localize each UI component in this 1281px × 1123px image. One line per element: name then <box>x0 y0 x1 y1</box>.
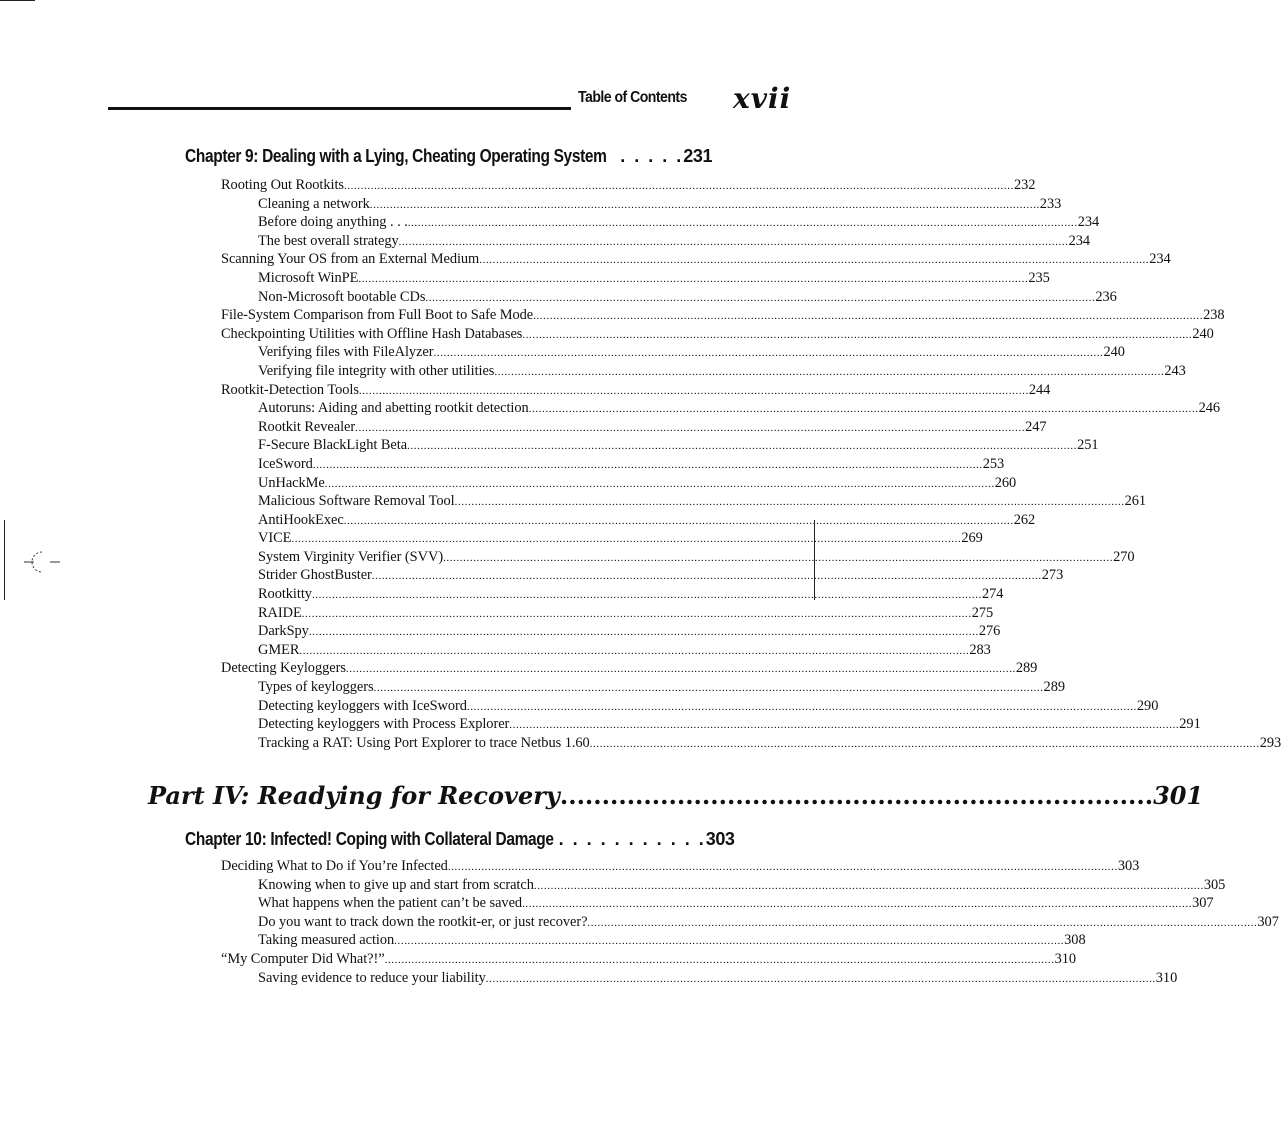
crop-mark-left <box>4 520 5 600</box>
toc-entry <box>221 530 983 549</box>
toc-entry-page: 269 <box>961 530 983 547</box>
toc-entry-page: 232 <box>1013 177 1036 193</box>
toc-entry-title: Taking measured action <box>258 932 395 949</box>
leader-dots: ........................................................................................................................................................................................................ <box>533 310 1204 323</box>
toc-entry-page: 234 <box>1149 251 1171 268</box>
part-4-heading <box>148 781 1204 810</box>
leader-dots: . . . . . . . . . . . <box>558 829 706 849</box>
toc-entry <box>221 623 1001 642</box>
toc-entry-title: Verifying files with FileAlyzer <box>258 344 434 361</box>
chapter-page: 303 <box>705 829 735 849</box>
leader-dots: ........................................................................................................................................................................................................ <box>355 421 1026 434</box>
toc-entry-title: VICE <box>258 530 292 547</box>
toc-entry-title: Detecting keyloggers with Process Explorer <box>258 716 510 733</box>
toc-entry <box>221 381 1051 401</box>
toc-entry-title: System Virginity Verifier (SVV) <box>258 548 444 565</box>
toc-entry <box>221 876 1226 896</box>
toc-entry-page: 307 <box>1257 913 1279 930</box>
toc-entry-title: Microsoft WinPE <box>258 269 359 286</box>
leader-dots: ........................................................................................................................................................................................................ <box>311 589 982 602</box>
leader-dots: ........................................................................................................................................................................................................ <box>343 514 1014 527</box>
toc-entry <box>221 307 1225 326</box>
toc-entry-page: 308 <box>1064 932 1086 949</box>
chapter-title: Chapter 9: Dealing with a Lying, Cheating Operating System <box>185 146 607 166</box>
leader-dots: ........................................................................................................................................................................................................ <box>454 496 1125 509</box>
toc-entry-title: Verifying file integrity with other utilities <box>258 362 495 379</box>
toc-entry-page: 240 <box>1192 325 1214 342</box>
toc-entry-page: 275 <box>971 604 994 621</box>
leader-dots: ........................................................................................................................................................................................................ <box>425 291 1096 304</box>
toc-entry-title: Non-Microsoft bootable CDs <box>258 288 426 305</box>
leader-dots: ........................................................................................................................................................................................................ <box>358 384 1029 397</box>
leader-dots: ........................................................................................................................................................................................................ <box>301 607 972 620</box>
leader-dots: ........................................................................................................................................................................................................ <box>299 644 970 657</box>
toc-entry-title: Cleaning a network <box>258 195 370 212</box>
toc-entry-page: 276 <box>978 623 1001 640</box>
leader-dots: ....................................................................... <box>559 781 1154 810</box>
toc-entry <box>221 400 1221 419</box>
toc-entry-page: 244 <box>1028 381 1051 398</box>
toc-entry <box>221 895 1214 914</box>
leader-dots: ........................................................................................................................................................................................................ <box>407 440 1078 453</box>
leader-dots: ........................................................................................................................................................................................................ <box>371 570 1042 583</box>
chapter-page: 231 <box>683 146 713 166</box>
toc-entry <box>221 641 991 661</box>
toc-entry <box>221 932 1086 951</box>
registration-mark-icon <box>24 546 64 586</box>
toc-entry <box>221 455 1005 475</box>
leader-dots: ........................................................................................................................................................................................................ <box>345 663 1016 676</box>
leader-dots: ........................................................................................................................................................................................................ <box>509 719 1180 732</box>
toc-entry <box>221 269 1050 289</box>
chapter-title: Chapter 10: Infected! Coping with Collateral Damage <box>185 829 554 849</box>
toc-entry-title: AntiHookExec <box>258 511 344 528</box>
toc-entry-page: 273 <box>1041 567 1064 584</box>
leader-dots: ........................................................................................................................................................................................................ <box>291 533 962 546</box>
chapter-10-entries <box>221 858 1279 988</box>
leader-dots: ........................................................................................................................................................................................................ <box>522 328 1193 341</box>
toc-entry <box>221 604 994 624</box>
toc-entry <box>221 586 1004 605</box>
toc-entry-title: File-System Comparison from Full Boot to Safe Mode <box>221 307 534 324</box>
toc-entry <box>221 548 1135 568</box>
leader-dots: ........................................................................................................................................................................................................ <box>358 272 1029 285</box>
toc-entry-page: 240 <box>1103 344 1125 361</box>
toc-entry-page: 262 <box>1013 511 1036 528</box>
toc-entry <box>221 214 1100 233</box>
toc-entry-page: 234 <box>1068 232 1091 249</box>
toc-entry-title: Rootkit-Detection Tools <box>221 381 359 398</box>
toc-entry-page: 310 <box>1054 950 1077 967</box>
toc-entry <box>221 418 1047 438</box>
leader-dots: ........................................................................................................................................................................................................ <box>369 198 1040 211</box>
toc-entry <box>221 325 1214 345</box>
running-head-title: Table of Contents <box>578 89 687 106</box>
toc-entry-page: 235 <box>1028 269 1050 286</box>
toc-entry-page: 290 <box>1136 697 1159 714</box>
leader-dots: ........................................................................................................................................................................................................ <box>312 458 983 471</box>
part-title: Part IV: Readying for Recovery <box>148 781 560 810</box>
toc-entry <box>221 177 1036 196</box>
header-rule <box>108 107 571 110</box>
toc-entry-title: The best overall strategy <box>258 232 399 249</box>
toc-entry <box>221 567 1064 586</box>
toc-entry-title: “My Computer Did What?!” <box>221 950 385 967</box>
toc-entry-page: 233 <box>1039 195 1062 212</box>
toc-entry <box>221 511 1036 531</box>
toc-entry-title: Do you want to track down the rootkit-er, or just recover? <box>258 913 588 930</box>
chapter-9-heading <box>185 146 713 167</box>
toc-entry-title: Tracking a RAT: Using Port Explorer to trace Netbus 1.60 <box>258 734 590 751</box>
toc-entry-title: Saving evidence to reduce your liability <box>258 969 486 986</box>
toc-entry-title: Rootkitty <box>258 586 312 603</box>
toc-entry-title: Rootkit Revealer <box>258 418 356 435</box>
leader-dots: ........................................................................................................................................................................................................ <box>587 916 1258 929</box>
leader-dots: ........................................................................................................................................................................................................ <box>443 551 1114 564</box>
leader-dots: ........................................................................................................................................................................................................ <box>373 682 1044 695</box>
leader-dots: ........................................................................................................................................................................................................ <box>485 972 1156 985</box>
toc-entry-page: 253 <box>982 455 1005 472</box>
toc-entry <box>221 734 1281 754</box>
toc-entry-page: 234 <box>1077 214 1100 231</box>
toc-entry <box>221 232 1091 252</box>
toc-entry-page: 251 <box>1077 437 1099 454</box>
toc-entry-title: Deciding What to Do if You’re Infected <box>221 858 448 874</box>
toc-entry-title: Before doing anything . . . <box>258 214 408 231</box>
toc-entry <box>221 474 1017 494</box>
leader-dots: ........................................................................................................................................................................................................ <box>394 935 1065 948</box>
toc-entry-title: Detecting keyloggers with IceSword <box>258 697 467 714</box>
chapter-9-entries <box>221 177 1281 753</box>
toc-entry-page: 243 <box>1164 362 1186 379</box>
toc-entry <box>221 344 1125 363</box>
toc-entry-title: F-Secure BlackLight Beta <box>258 437 408 454</box>
toc-entry-page: 261 <box>1124 493 1147 510</box>
toc-entry <box>221 858 1140 877</box>
page-number: xvii <box>733 82 792 115</box>
toc-entry-title: What happens when the patient can’t be saved <box>258 895 523 912</box>
toc-entry <box>221 288 1117 308</box>
leader-dots: ........................................................................................................................................................................................................ <box>398 235 1069 248</box>
leader-dots: . . . . . <box>620 146 684 166</box>
toc-entry <box>221 697 1159 717</box>
crop-mark-top <box>0 0 35 1</box>
toc-entry-title: Detecting Keyloggers <box>221 660 346 677</box>
part-page: 301 <box>1153 781 1204 810</box>
toc-entry-title: Types of keyloggers <box>258 679 374 696</box>
toc-entry-title: Rooting Out Rootkits <box>221 177 344 193</box>
toc-entry-title: Strider GhostBuster <box>258 567 372 584</box>
leader-dots: ........................................................................................................................................................................................................ <box>384 953 1055 966</box>
leader-dots: ........................................................................................................................................................................................................ <box>528 403 1199 416</box>
leader-dots: ........................................................................................................................................................................................................ <box>479 254 1150 267</box>
toc-entry-page: 307 <box>1192 895 1214 912</box>
toc-entry <box>221 251 1171 270</box>
toc-entry-title: RAIDE <box>258 604 302 621</box>
leader-dots: ........................................................................................................................................................................................................ <box>308 626 979 639</box>
leader-dots: ........................................................................................................................................................................................................ <box>324 477 995 490</box>
toc-entry-page: 274 <box>981 586 1004 603</box>
leader-dots: ........................................................................................................................................................................................................ <box>589 737 1260 750</box>
toc-entry-title: Autoruns: Aiding and abetting rootkit detection <box>258 400 529 417</box>
leader-dots: ........................................................................................................................................................................................................ <box>494 365 1165 378</box>
toc-entry <box>221 913 1279 933</box>
leader-dots: ........................................................................................................................................................................................................ <box>533 879 1204 892</box>
leader-dots: ........................................................................................................................................................................................................ <box>407 217 1078 230</box>
toc-entry-page: 238 <box>1203 307 1225 324</box>
leader-dots: ........................................................................................................................................................................................................ <box>447 861 1118 873</box>
toc-entry-page: 270 <box>1113 548 1135 565</box>
leader-dots: ........................................................................................................................................................................................................ <box>343 180 1014 192</box>
toc-entry <box>221 716 1201 735</box>
toc-entry-title: Knowing when to give up and start from scratch <box>258 876 534 893</box>
toc-entry-title: Malicious Software Removal Tool <box>258 493 455 510</box>
toc-entry-page: 246 <box>1198 400 1221 417</box>
toc-entry <box>221 969 1178 989</box>
toc-entry <box>221 493 1147 512</box>
toc-entry-page: 305 <box>1203 876 1226 893</box>
toc-entry-title: Checkpointing Utilities with Offline Hash Databases <box>221 325 523 342</box>
leader-dots: ........................................................................................................................................................................................................ <box>433 347 1104 360</box>
toc-entry <box>221 950 1077 970</box>
toc-entry-title: GMER <box>258 641 300 658</box>
toc-entry-page: 260 <box>994 474 1017 491</box>
chapter-10-heading <box>185 829 735 850</box>
toc-entry-page: 310 <box>1155 969 1178 986</box>
toc-entry-page: 283 <box>969 641 991 658</box>
toc-entry-page: 247 <box>1025 418 1047 435</box>
toc-entry-page: 236 <box>1095 288 1117 305</box>
toc-entry <box>221 660 1038 679</box>
toc-entry <box>221 195 1062 215</box>
toc-entry-title: IceSword <box>258 455 313 472</box>
leader-dots: ........................................................................................................................................................................................................ <box>466 700 1137 713</box>
toc-entry <box>221 679 1065 698</box>
toc-entry-page: 303 <box>1117 858 1140 874</box>
toc-entry-page: 291 <box>1179 716 1201 733</box>
toc-entry <box>221 437 1099 456</box>
toc-entry-title: UnHackMe <box>258 474 325 491</box>
toc-entry-page: 289 <box>1015 660 1038 677</box>
toc-entry-title: Scanning Your OS from an External Medium <box>221 251 480 268</box>
toc-entry-page: 293 <box>1259 734 1281 751</box>
leader-dots: ........................................................................................................................................................................................................ <box>522 898 1193 911</box>
toc-entry <box>221 362 1186 382</box>
toc-entry-page: 289 <box>1043 679 1065 696</box>
toc-entry-title: DarkSpy <box>258 623 309 640</box>
